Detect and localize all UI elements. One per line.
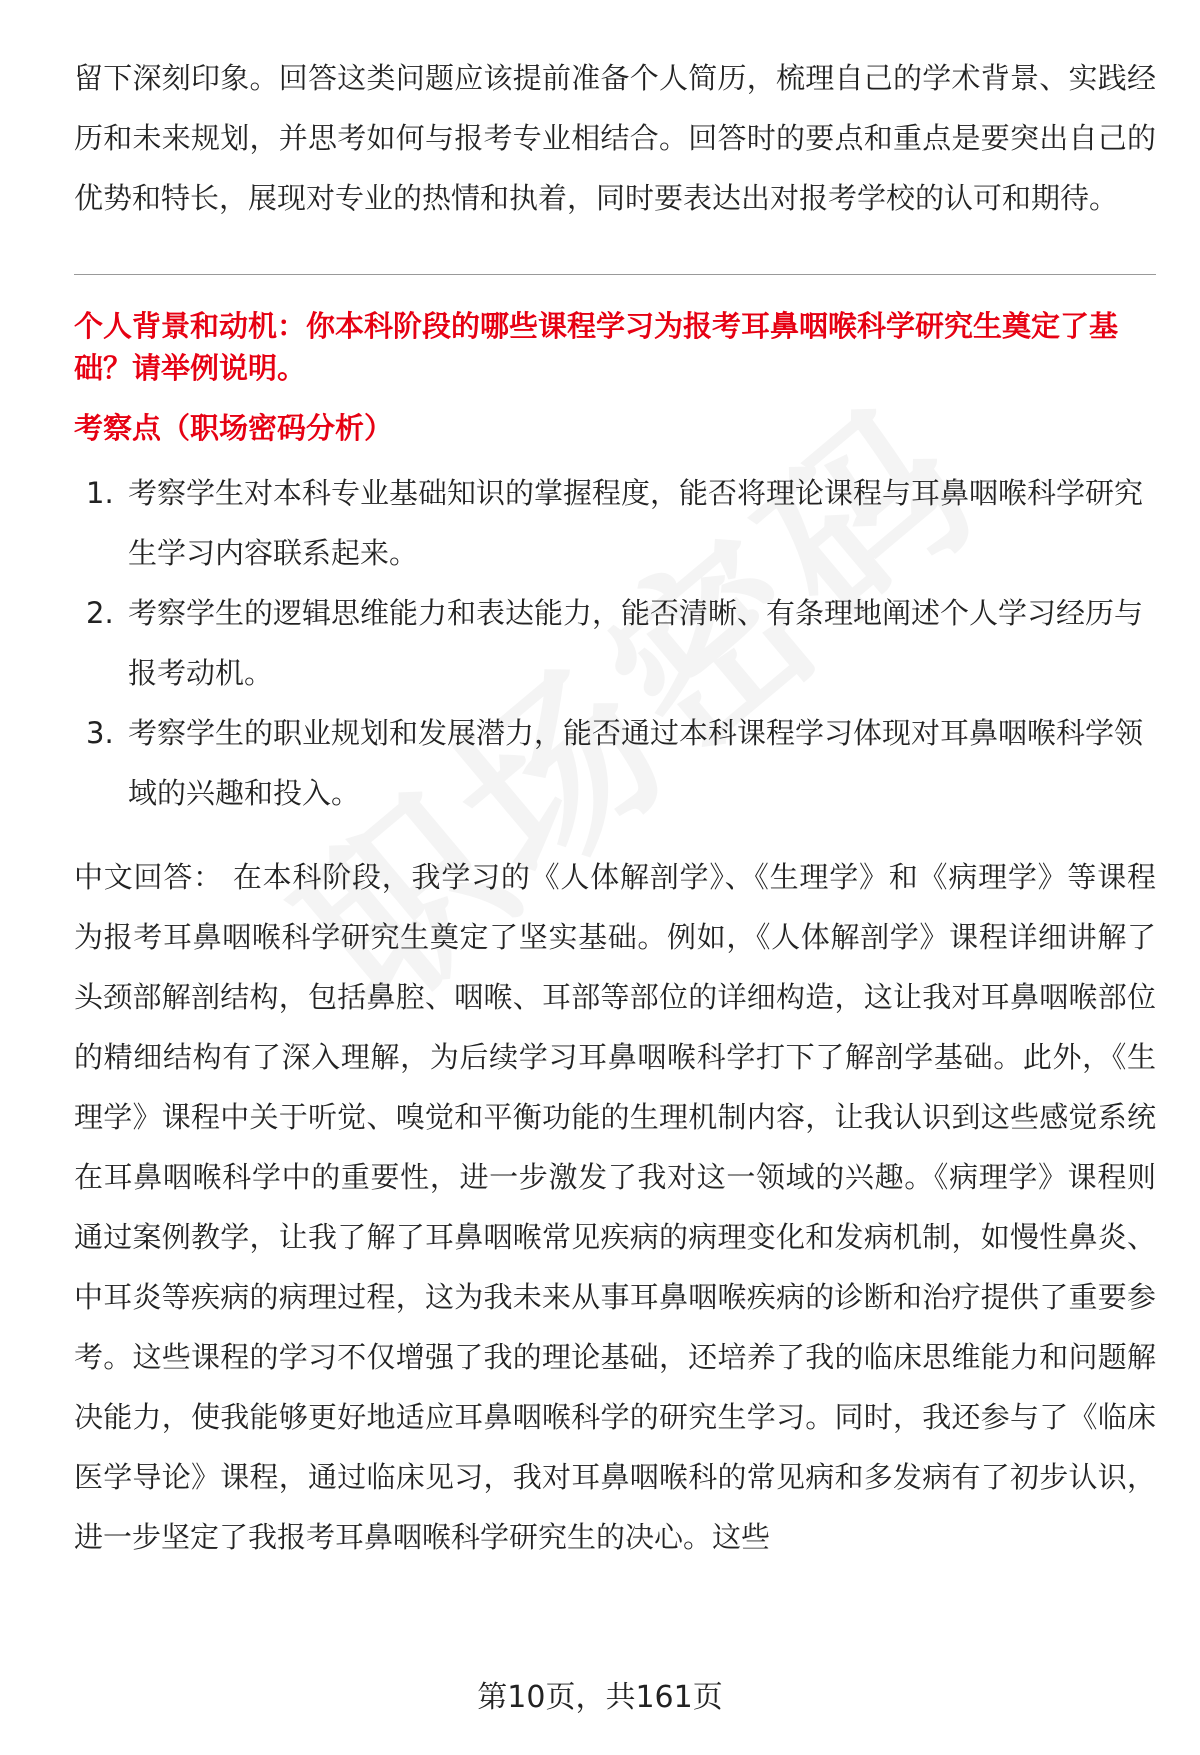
- document-page: [74, 48, 1156, 1567]
- point-text: 考察学生对本科专业基础知识的掌握程度，能否将理论课程与耳鼻咽喉科学研究生学习内容联系起来。: [128, 476, 1144, 570]
- question-heading: 个人背景和动机：你本科阶段的哪些课程学习为报考耳鼻咽喉科学研究生奠定了基础？请举例说明。: [74, 309, 1119, 385]
- assessment-point: [74, 463, 1156, 583]
- point-text: 考察学生的逻辑思维能力和表达能力，能否清晰、有条理地阐述个人学习经历与报考动机。: [128, 596, 1144, 690]
- point-text: 考察学生的职业规划和发展潜力，能否通过本科课程学习体现对耳鼻咽喉科学领域的兴趣和投入。: [128, 716, 1144, 810]
- assessment-point: [74, 583, 1156, 703]
- section-divider: [74, 274, 1156, 275]
- point-number: 2.: [86, 596, 114, 630]
- point-number: 3.: [86, 716, 114, 750]
- assessment-points-list: [74, 463, 1156, 823]
- answer-paragraph: 中文回答： 在本科阶段，我学习的《人体解剖学》、《生理学》和《病理学》等课程为报考耳鼻咽喉科学研究生奠定了坚实基础。例如，《人体解剖学》课程详细讲解了头颈部解剖结构，包括鼻腔、咽喉、耳部等部位的详细构造，这让我对耳鼻咽喉部位的精细结构有了深入理解，为后续学习耳鼻咽喉科学打下了解剖学基础。此外，《生理学》课程中关于听觉、嗅觉和平衡功能的生理机制内容，让我认识到这些感觉系统在耳鼻咽喉科学中的重要性，进一步激发了我对这一领域的兴趣。《病理学》课程则通过案例教学，让我了解了耳鼻咽喉常见疾病的病理变化和发病机制，如慢性鼻炎、中耳炎等疾病的病理过程，这为我未来从事耳鼻咽喉疾病的诊断和治疗提供了重要参考。这些课程的学习不仅增强了我的理论基础，还培养了我的临床思维能力和问题解决能力，使我能够更好地适应耳鼻咽喉科学的研究生学习。同时，我还参与了《临床医学导论》课程，通过临床见习，我对耳鼻咽喉科的常见病和多发病有了初步认识，进一步坚定了我报考耳鼻咽喉科学研究生的决心。这些: [74, 860, 1156, 1554]
- point-number: 1.: [86, 476, 114, 510]
- intro-paragraph: 留下深刻印象。回答这类问题应该提前准备个人简历，梳理自己的学术背景、实践经历和未来规划，并思考如何与报考专业相结合。回答时的要点和重点是要突出自己的优势和特长，展现对专业的热情和执着，同时要表达出对报考学校的认可和期待。: [74, 61, 1156, 215]
- assessment-heading: 考察点（职场密码分析）: [74, 411, 394, 445]
- page-footer: 第10页，共161页: [477, 1680, 723, 1715]
- assessment-point: [74, 703, 1156, 823]
